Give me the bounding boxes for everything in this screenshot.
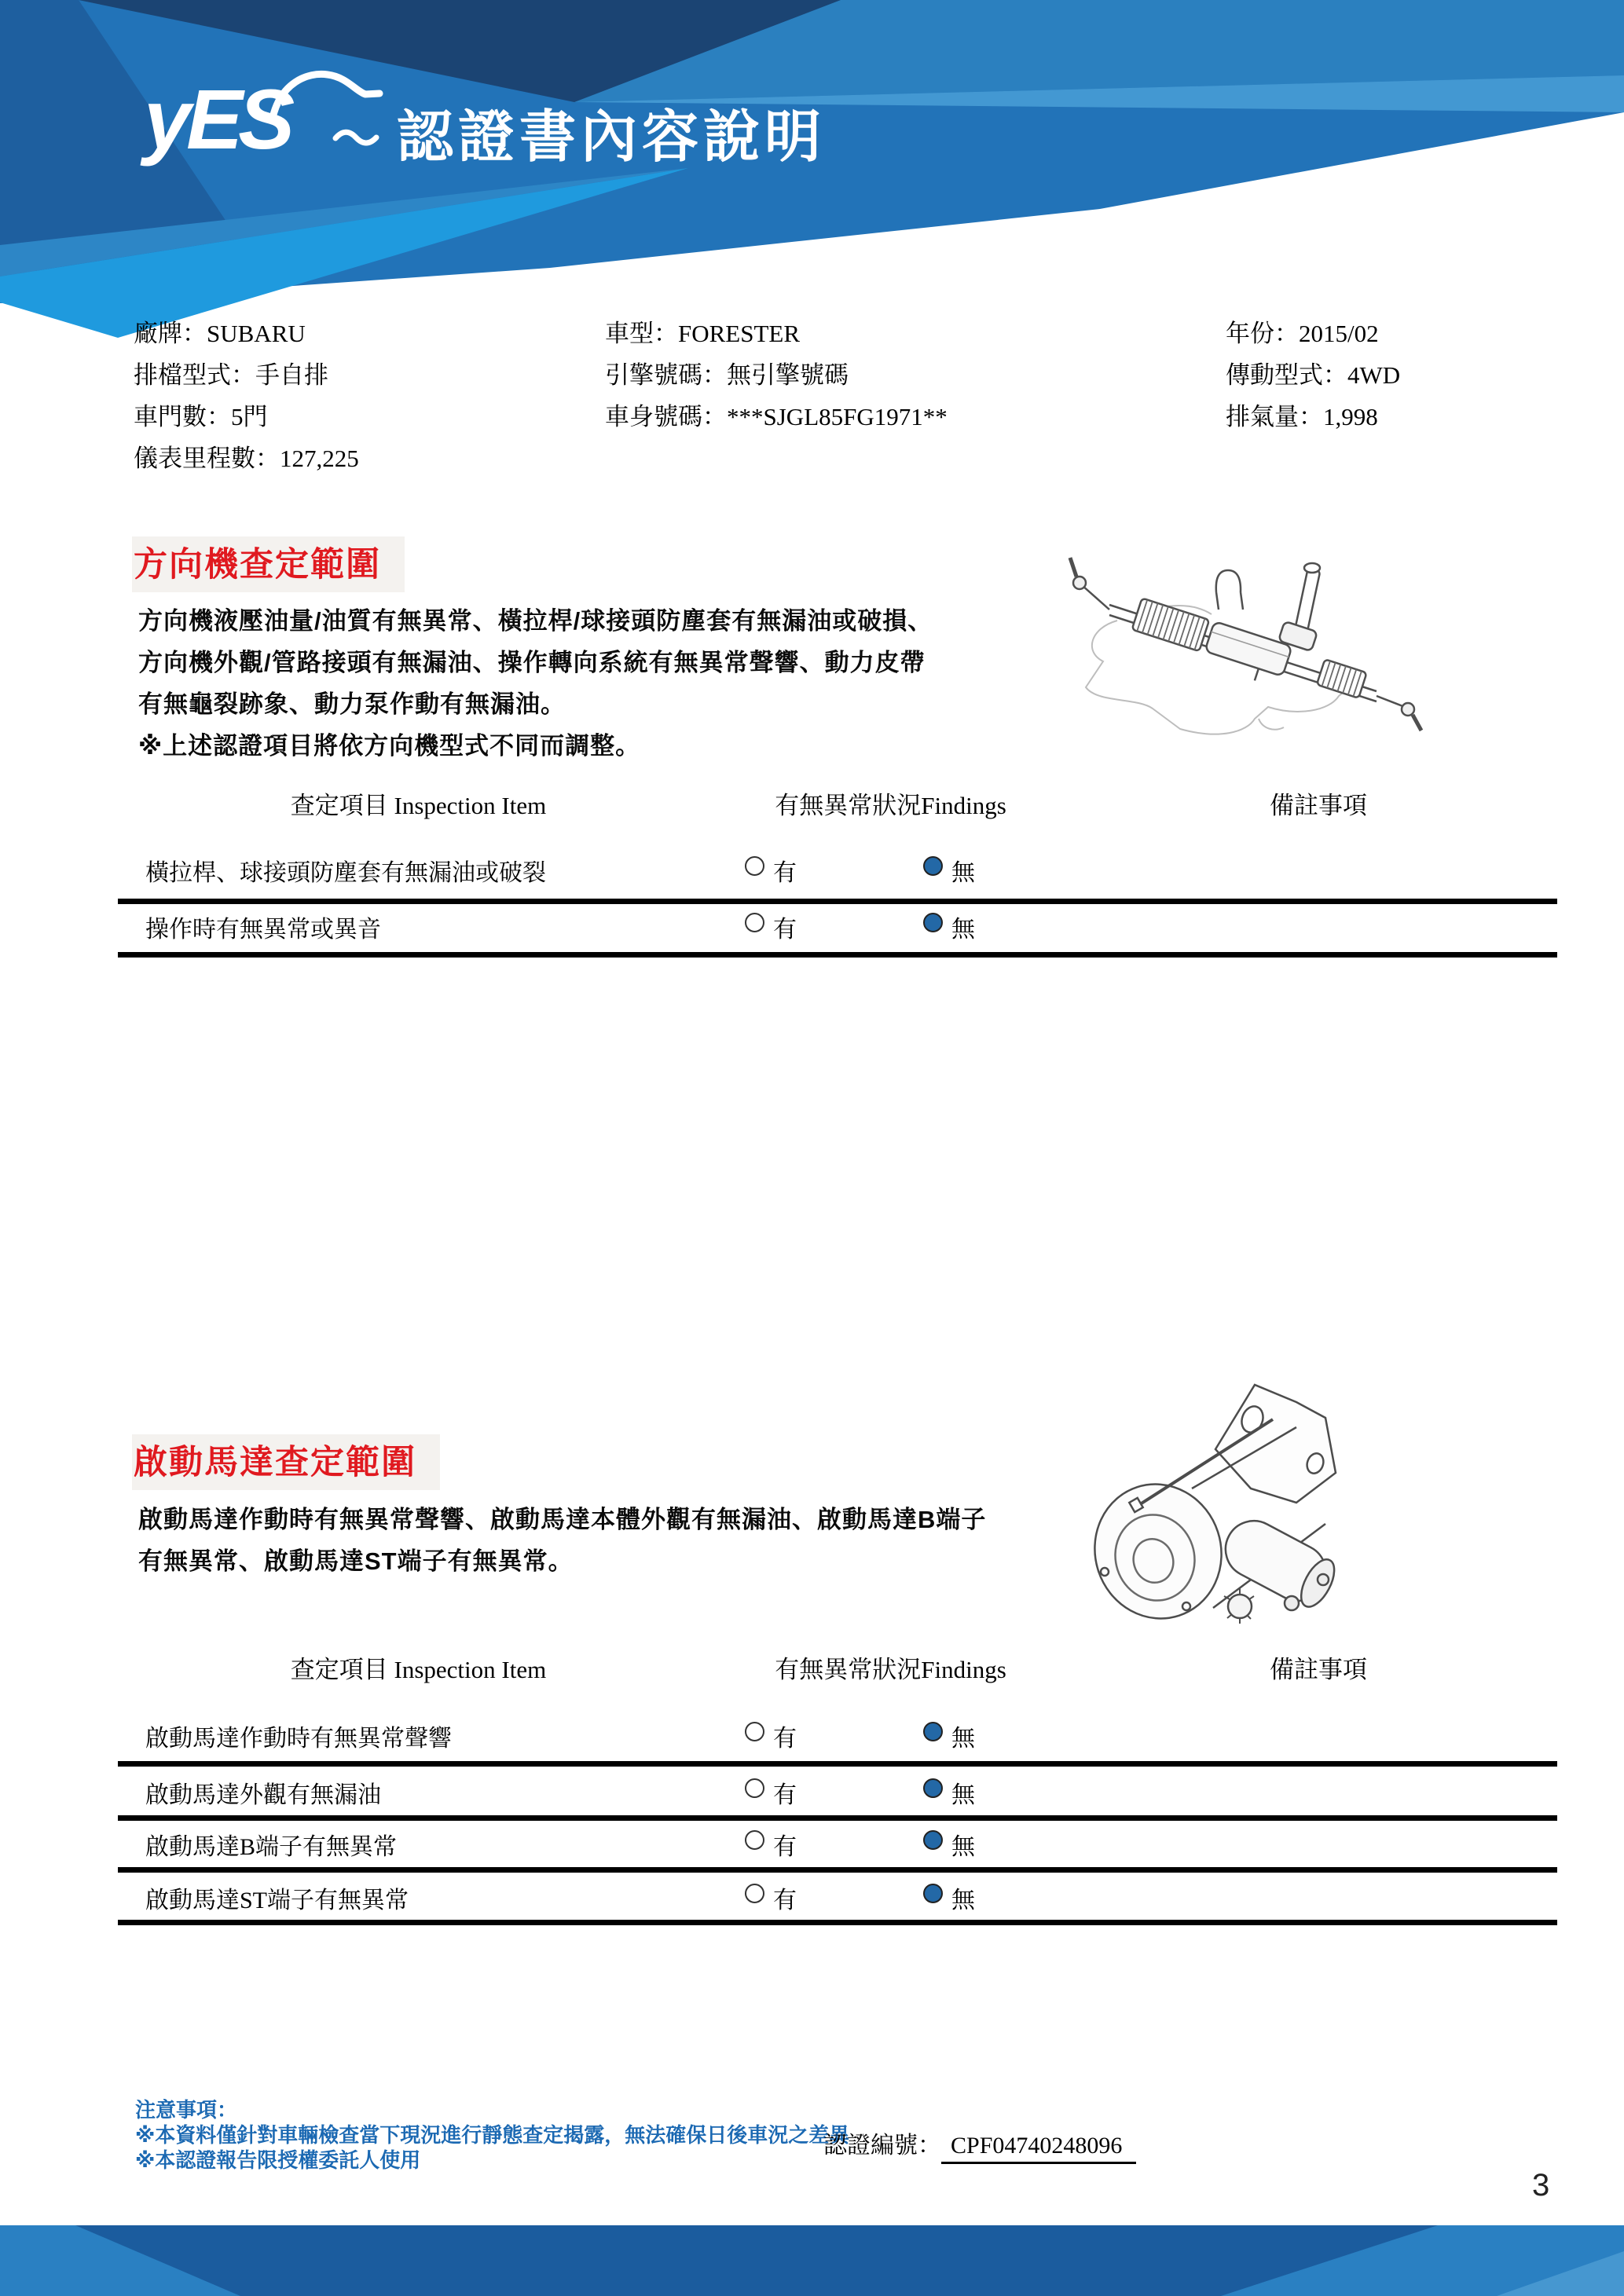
radio-yes-label: 有 xyxy=(773,1888,797,1913)
table-divider xyxy=(118,899,1557,904)
radio-unchecked-icon xyxy=(745,1830,764,1850)
vehicle-info-column-1 xyxy=(134,313,359,479)
vehicle-info-field: 車門數：5門 xyxy=(134,403,268,430)
radio-no-label: 無 xyxy=(951,1888,975,1913)
radio-yes-label: 有 xyxy=(773,1834,797,1860)
steering-rack-illustration xyxy=(1062,542,1432,746)
description-line: 方向機外觀/管路接頭有無漏油、操作轉向系統有無異常聲響、動力皮帶 xyxy=(138,649,926,676)
table-header-findings: 有無異常狀況Findings xyxy=(775,792,1006,819)
radio-no-label: 無 xyxy=(951,860,975,886)
vehicle-info-field: 排檔型式：手自排 xyxy=(134,361,328,389)
table-header-findings: 有無異常狀況Findings xyxy=(775,1656,1006,1683)
radio-checked-icon xyxy=(923,1722,943,1741)
radio-no-label: 無 xyxy=(951,917,975,943)
inspection-item-label: 啟動馬達B端子有無異常 xyxy=(145,1834,398,1860)
vehicle-info-column-3 xyxy=(1226,313,1400,438)
section-description-starter xyxy=(138,1499,986,1582)
table-divider xyxy=(118,1815,1557,1821)
inspection-item-label: 啟動馬達ST端子有無異常 xyxy=(145,1888,409,1913)
yes-logo xyxy=(144,71,379,179)
radio-no-label: 無 xyxy=(951,1782,975,1808)
notice-line: ※本認證報告限授權委託人使用 xyxy=(135,2148,421,2172)
inspection-item-label: 操作時有無異常或異音 xyxy=(145,917,381,943)
radio-unchecked-icon xyxy=(745,1722,764,1741)
section-description-steering xyxy=(138,600,933,767)
description-line: ※上述認證項目將依方向機型式不同而調整。 xyxy=(138,732,641,760)
section-title-starter: 啟動馬達查定範圍 xyxy=(132,1434,440,1490)
certification-number-label: 認證編號： xyxy=(823,2133,941,2159)
notice-line: ※本資料僅針對車輛檢查當下現況進行靜態查定揭露，無法確保日後車況之差異 xyxy=(135,2123,850,2147)
radio-unchecked-icon xyxy=(745,1778,764,1798)
radio-unchecked-icon xyxy=(745,856,764,876)
vehicle-info-column-2 xyxy=(605,313,948,438)
table-row xyxy=(0,1719,1624,1753)
table-divider xyxy=(118,952,1557,958)
table-divider xyxy=(118,1867,1557,1873)
radio-checked-icon xyxy=(923,1830,943,1850)
table-row xyxy=(0,1880,1624,1915)
table-header-notes: 備註事項 xyxy=(1270,792,1367,819)
description-line: 有無龜裂跡象、動力泵作動有無漏油。 xyxy=(138,690,566,718)
radio-checked-icon xyxy=(923,856,943,876)
page-title: 認證書內容說明 xyxy=(397,106,827,169)
footer-band-graphic xyxy=(0,2225,1624,2296)
table-header-notes: 備註事項 xyxy=(1270,1656,1367,1683)
description-line: 方向機液壓油量/油質有無異常、橫拉桿/球接頭防塵套有無漏油或破損、 xyxy=(138,607,933,635)
radio-checked-icon xyxy=(923,1778,943,1798)
radio-no-label: 無 xyxy=(951,1834,975,1860)
yes-logo-text: yES xyxy=(144,71,291,167)
radio-yes-label: 有 xyxy=(773,860,797,886)
vehicle-info-field: 車型：FORESTER xyxy=(605,320,801,347)
inspection-item-label: 啟動馬達外觀有無漏油 xyxy=(145,1782,381,1808)
page-header-banner xyxy=(0,0,1624,338)
vehicle-info-field: 傳動型式：4WD xyxy=(1226,361,1401,389)
inspection-item-label: 橫拉桿、球接頭防塵套有無漏油或破裂 xyxy=(145,860,546,886)
vehicle-info-field: 廠牌：SUBARU xyxy=(134,320,306,347)
section-title-steering: 方向機查定範圍 xyxy=(132,536,405,592)
table-row xyxy=(0,1775,1624,1810)
radio-unchecked-icon xyxy=(745,1884,764,1903)
radio-yes-label: 有 xyxy=(773,917,797,943)
radio-yes-label: 有 xyxy=(773,1726,797,1752)
certification-number-row xyxy=(823,2126,1136,2160)
table-divider xyxy=(118,1920,1557,1925)
vehicle-info-field: 車身號碼：***SJGL85FG1971** xyxy=(605,403,948,430)
radio-checked-icon xyxy=(923,1884,943,1903)
page-number: 3 xyxy=(1532,2168,1550,2203)
starter-motor-illustration xyxy=(1086,1371,1353,1630)
car-swoosh-icon xyxy=(268,66,394,160)
inspection-item-label: 啟動馬達作動時有無異常聲響 xyxy=(145,1726,452,1752)
vehicle-info-field: 儀表里程數：127,225 xyxy=(134,445,359,472)
radio-yes-label: 有 xyxy=(773,1782,797,1808)
radio-checked-icon xyxy=(923,913,943,932)
table-row xyxy=(0,1827,1624,1862)
vehicle-info-field: 排氣量：1,998 xyxy=(1226,403,1378,430)
description-line: 有無異常、啟動馬達ST端子有無異常。 xyxy=(138,1547,574,1575)
radio-no-label: 無 xyxy=(951,1726,975,1752)
notice-title: 注意事項： xyxy=(135,2098,238,2122)
table-header-item: 查定項目 Inspection Item xyxy=(290,1656,547,1683)
vehicle-info-field: 年份：2015/02 xyxy=(1226,320,1379,347)
certification-number-value: CPF04740248096 xyxy=(941,2133,1136,2164)
table-header-item: 查定項目 Inspection Item xyxy=(290,792,547,819)
vehicle-info-field: 引擎號碼：無引擎號碼 xyxy=(605,361,849,389)
table-row xyxy=(0,853,1624,888)
description-line: 啟動馬達作動時有無異常聲響、啟動馬達本體外觀有無漏油、啟動馬達B端子 xyxy=(138,1506,987,1533)
table-divider xyxy=(118,1761,1557,1767)
radio-unchecked-icon xyxy=(745,913,764,932)
table-row xyxy=(0,910,1624,944)
